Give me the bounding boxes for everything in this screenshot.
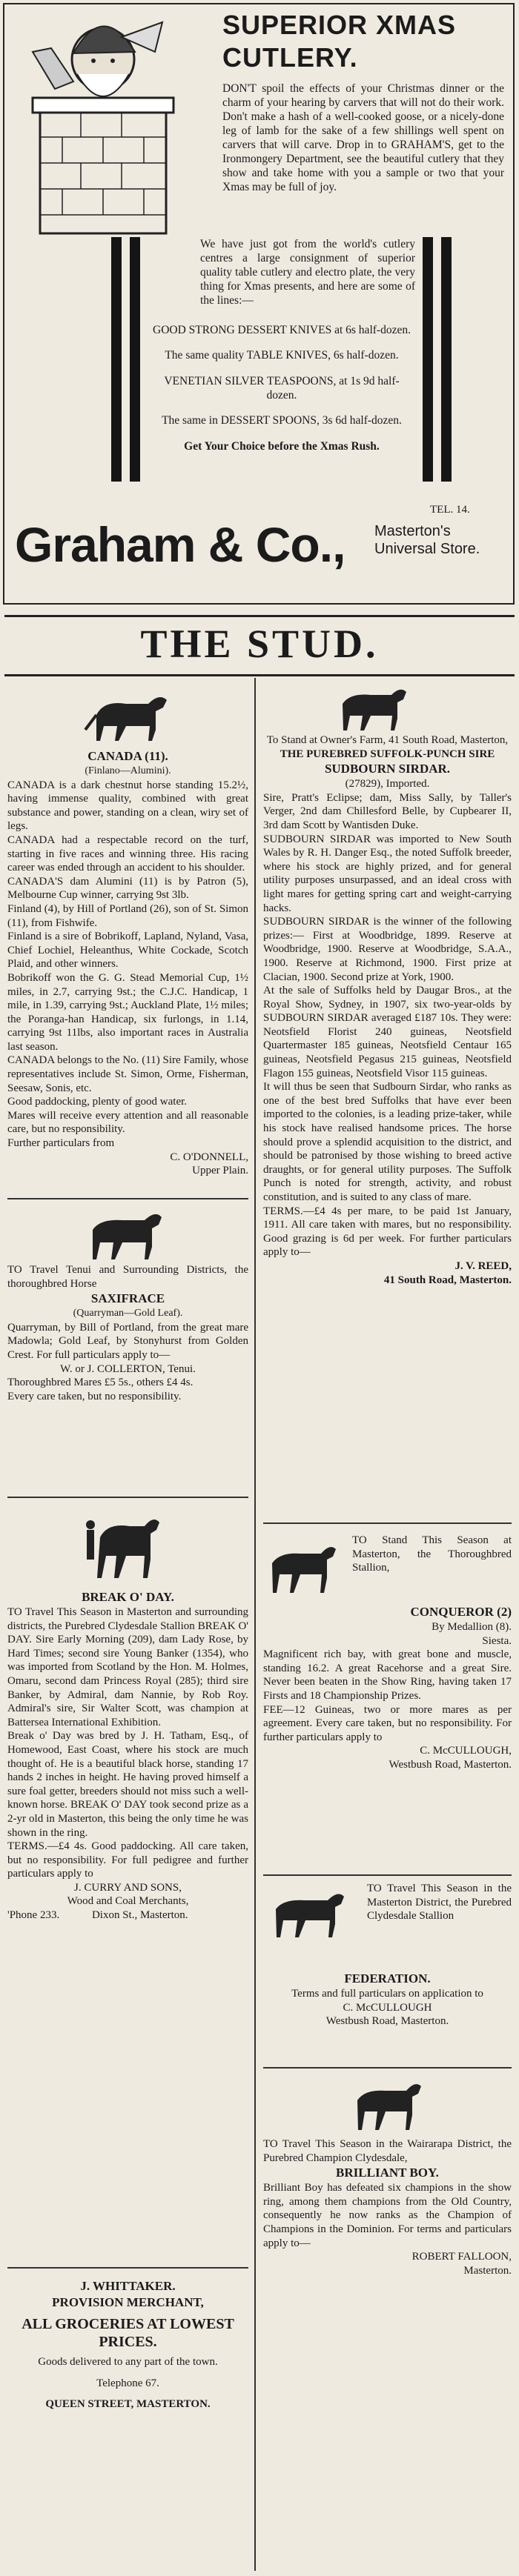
canada-ad [7,748,248,1178]
canada-para-7: CANADA belongs to the No. (11) Sire Family, whose representatives include St. Simon, Orme, Fisherman, Seesaw, Sonis, etc. [7,1054,248,1094]
sep-2 [7,1497,248,1498]
conqueror-name: CONQUEROR (2) [410,1605,512,1619]
column-divider [254,678,256,2571]
federation-intro: TO Travel This Season in the Masterton District, the Purebred Clydesdale Stallion [367,1883,512,1923]
horse-icon-4 [263,1537,345,1597]
brilliant-boy-place: Masterton. [463,2264,512,2277]
conqueror-body: Magnificent rich bay, with great bone and muscle, standing 16.2. A great Racehorse and a great Sire. Never been beaten in the Show Ring, having taken 17 Firsts and 18 Championship Prizes. [263,1648,512,1702]
item-dessert-spoons: The same in DESSERT SPOONS, 3s 6d half-dozen. [162,414,402,427]
sudbourn-para-6: TERMS.—£4 4s per mare, to be paid 1st January, 1911. All care taken with mares, but no responsibility. Good grazing is 6d per week. For further particulars apply to— [263,1205,512,1259]
sep-3 [7,2267,248,2269]
break-o-day-phone: 'Phone 233. [7,1909,60,1922]
break-o-day-para-3: TERMS.—£4 4s. Good paddocking. All care taken, but no responsibility. For full pedigree and further particulars apply to [7,1840,248,1880]
xmas-ad-items [152,311,411,465]
canada-pedigree: (Finlano—Alumini). [85,765,171,776]
canada-owner: C. O'DONNELL, [170,1151,248,1163]
whittaker-headline: ALL GROCERIES AT LOWEST PRICES. [22,2316,234,2350]
break-o-day-address: Dixon St., Masterton. [91,1909,188,1922]
conqueror-ad [263,1604,512,1772]
decorative-bar-right-2 [441,237,452,482]
graham-store: Masterton's Universal Store. [374,523,480,557]
federation-name: FEDERATION. [344,1971,431,1986]
decorative-bar-left [111,237,122,482]
canada-para-10: Further particulars from [7,1137,115,1150]
sudbourn-para-1: Sire, Pratt's Eclipse; dam, Miss Sally, by Taller's Verger, 2nd dam Chillesford Belle, by Cupbearer II, 3rd dam Scott by Wantisden Duke. [263,791,512,831]
break-o-day-para-2: Break o' Day was bred by J. H. Tatham, Esq., of Homewood, East Coast, where his stock are much thought of. He is a beautiful black horse, standing 17 hands 2 inches in height. He having proved himself a sure foal getter, breeders should not miss such a well-known horse. BREAK O' DAY took second prize as a 2-yr old in Masterton, this being the only time he was shown in the ring. [7,1730,248,1839]
saxiface-name: SAXIFRACE [90,1291,165,1306]
conqueror-by: By Medallion (8). [432,1621,512,1633]
horse-icon-5 [267,1886,356,1941]
whittaker-trade: PROVISION MERCHANT, [52,2295,204,2309]
sudbourn-intro-2: THE PUREBRED SUFFOLK-PUNCH SIRE [280,748,495,760]
santa-chimney-illustration [10,7,196,237]
canada-para-9: Mares will receive every attention and all reasonable care, but no responsibility. [7,1109,248,1136]
xmas-ad-intro [222,81,504,194]
whittaker-ad [7,2278,248,2412]
canada-name: CANADA (11). [87,749,168,763]
sudbourn-para-4: At the sale of Suffolks held by Daugar Bros., at the Royal Show, Sydney, in 1907, six two-year-olds by SUDBOURN SIRDAR averaged £187 10s. They were: Neotsfield Florist 240 guineas, Neotsfield Quartermaster 185 guineas, Neotsfield Centaur 165 guineas, Neotsfield Pegasus 215 guineas, Neotsfield Flagon 155 guineas, Neotsfield Visor 115 guineas. [263,985,512,1079]
canada-para-6: Bobrikoff won the G. G. Stead Memorial Cup, 1½ miles, in 2.7, carrying 9st.; the C.J.C. Handicap, 1 mile, in 1.39, carrying 9st.; Auckland Plate, 1½ miles; the Poranga-han Handicap, six furlongs, in 1.14, carrying 9st 11lbs, also important races in Australia last season. [7,971,248,1053]
federation-owner: C. McCULLOUGH [343,2001,432,2014]
sudbourn-ad [263,733,512,1287]
sudbourn-para-2: SUDBOURN SIRDAR was imported to New South Wales by R. H. Danger Esq., the noted Suffolk breeder, where his stock are highly prized, and for general utility purposes unsurpassed, and an ideal cross with light mares for getting spring cart and weight-carrying hacks. [263,833,512,914]
horse-icon-2 [82,1204,171,1263]
canada-para-5: Finland is a sire of Bobrikoff, Lapland, Nyland, Vasa, Chief Lochiel, Heleanthus, White Cockade, Scotch Plaid, and other winners. [7,931,248,971]
canada-para-3: CANADA'S dam Alumini (11) is by Patron (5), Melbourne Cup winner, carrying 9st 3lb. [7,875,248,902]
saxiface-intro: TO Travel Tenui and Surrounding Districts, the thoroughbred Horse [7,1264,248,1290]
sudbourn-owner: J. V. REED, [454,1259,512,1272]
top-rule [4,615,515,617]
conqueror-intro: TO Stand This Season at Masterton, the Thoroughbred Stallion, [352,1534,512,1574]
conqueror-siesta: Siesta. [482,1634,512,1647]
saxiface-owner: W. or J. COLLERTON, Tenui. [60,1362,196,1375]
item-table-knives: The same quality TABLE KNIVES, 6s half-dozen. [165,349,399,362]
brilliant-boy-body: Brilliant Boy has defeated six champions in the show ring, among them champions from the Old Country, consequently he now ranks as the Champion of Champions in the Dominion. For terms and particulars apply to— [263,2182,512,2249]
sep-4 [263,1522,512,1524]
horse-icon-6 [348,2074,430,2134]
brilliant-boy-intro: TO Travel This Season in the Wairarapa District, the Purebred Champion Clydesdale, [263,2138,512,2164]
canada-place: Upper Plain. [192,1165,248,1177]
item-dessert-knives: GOOD STRONG DESSERT KNIVES at 6s half-dozen. [153,323,411,336]
canada-para-8: Good paddocking, plenty of good water. [7,1096,188,1108]
sudbourn-para-3: SUDBOURN SIRDAR is the winner of the following prizes:— First at Woodbridge, 1899. Reserve at Woodbridge, 1900. Reserve at Woodbridge, S.A.A., 1900. Reserve at Richmond, 1900. First prize at Clacian, 1900. Second prize at York, 1900. [263,916,512,983]
canada-para-1: CANADA is a dark chestnut horse standing 15.2½, having immense quality, combined with great substance and power, standing on a clean, wiry set of legs. [7,779,248,833]
brilliant-boy-owner: ROBERT FALLOON, [411,2251,512,2263]
break-o-day-ad [7,1589,248,1923]
break-o-day-trade: Wood and Coal Merchants, [67,1895,189,1908]
break-o-day-owner: J. CURRY AND SONS, [74,1881,182,1894]
conqueror-owner: C. McCULLOUGH, [420,1745,512,1757]
xmas-ad-title: SUPERIOR XMAS CUTLERY. [222,10,457,73]
xmas-ad-cta: Get Your Choice before the Xmas Rush. [184,439,380,453]
whittaker-address: QUEEN STREET, MASTERTON. [45,2398,211,2411]
break-o-day-para-1: TO Travel This Season in Masterton and surrounding districts, the Purebred Clydesdale Stallion BREAK O' DAY. Sire Early Morning (209), dam Lady Rose, by Hard Times; second sire Young Banker (1354), who was imported from Scotland by the Hon. M. Holmes, Omaru, second dam Princess Royal (285); third sire Banker, by Admiral, dam Nannie, by Rob Roy. Admiral's sire, Sir Walter Scott, was champion at Battersea International Exhibition. [7,1606,248,1728]
sudbourn-address: 41 South Road, Masterton. [383,1274,512,1286]
saxiface-care: Every care taken, but no responsibility. [7,1390,182,1402]
sudbourn-intro-1: To Stand at Owner's Farm, 41 South Road, Masterton, [266,734,509,746]
horse-icon-3 [334,682,415,733]
stud-title: THE STUD. [140,622,379,666]
saxiface-pedigree: (Quarryman—Gold Leaf). [73,1308,183,1319]
xmas-ad-intro-text: DON'T spoil the effects of your Christmas dinner or the charm of your hearing by carvers that will not do their work. Don't make a hash of a well-cooked goose, or a nicely-done leg of lamb for the sake of a few shillings well spent on carvers that will carve. Drop in to GRAHAM'S, get to the Ironmongery Department, see the beautiful cutlery that they show and take home with you a sample or two that your Xmas may be full of joy. [222,82,504,193]
break-o-day-contact [7,1908,248,1923]
brilliant-boy-ad [263,2137,512,2277]
decorative-bar-left-2 [130,237,140,482]
federation-body: Terms and full particulars on application to [291,1988,483,2000]
horse-with-handler-icon [85,1504,167,1585]
horse-icon [82,685,178,745]
federation-ad [263,1971,512,2028]
whittaker-body: Goods delivered to any part of the town. [38,2356,218,2368]
saxiface-body: Quarryman, by Bill of Portland, from the great mare Madowla; Gold Leaf, by Stonyhurst from Golden Crest. For full particulars apply to— [7,1321,248,1361]
brilliant-boy-name: BRILLIANT BOY. [336,2166,439,2180]
canada-para-4: Finland (4), by Hill of Portland (26), son of St. Simon (11), from Fishwife. [7,902,248,929]
item-teaspoons: VENETIAN SILVER TEASPOONS, at 1s 9d half-dozen. [164,374,400,402]
canada-para-2: CANADA had a respectable record on the turf, starting in five races and winning three. His racing career was ended through an accident to his shoulder. [7,833,248,874]
sudbourn-reg: (27829), Imported. [345,778,430,791]
sudbourn-para-5: It will thus be seen that Sudbourn Sirdar, who ranks as one of the best bred Suffolks that have ever been imported to the colonies, is a leading prize-taker, while his stock have realised handsome prices. The horse should prove a splendid acquisition to the district, and should be patronised by those wishing to breed active draughts, or for general utility purposes. The Suffolk Punch is noted for strength, activity, and robust constitution, and is suited to any class of mare. [263,1081,512,1203]
xmas-ad-lead: We have just got from the world's cutlery centres a large consignment of superior quality table cutlery and electro plate, the very thing for Xmas presents, and here are some of the lines:— [200,238,415,307]
sep-6 [263,2067,512,2069]
graham-brand: Graham & Co., [15,517,346,572]
sep-1 [7,1198,248,1199]
decorative-bar-right [423,237,433,482]
sep-5 [263,1874,512,1876]
conqueror-fee: FEE—12 Guineas, two or more mares as per agreement. Every care taken, but no responsibility. For further particulars apply to [263,1703,512,1743]
saxiface-terms: Thoroughbred Mares £5 5s., others £4 4s. [7,1377,194,1389]
whittaker-phone: Telephone 67. [96,2377,159,2389]
break-o-day-name: BREAK O' DAY. [82,1590,174,1604]
conqueror-address: Westbush Road, Masterton. [389,1758,512,1771]
sudbourn-name: SUDBOURN SIRDAR. [324,762,451,776]
whittaker-name: J. WHITTAKER. [80,2279,176,2293]
saxiface-ad [7,1263,248,1403]
graham-tel: TEL. 14. [430,504,470,516]
federation-address: Westbush Road, Masterton. [325,2015,449,2028]
stud-rule [4,674,515,676]
